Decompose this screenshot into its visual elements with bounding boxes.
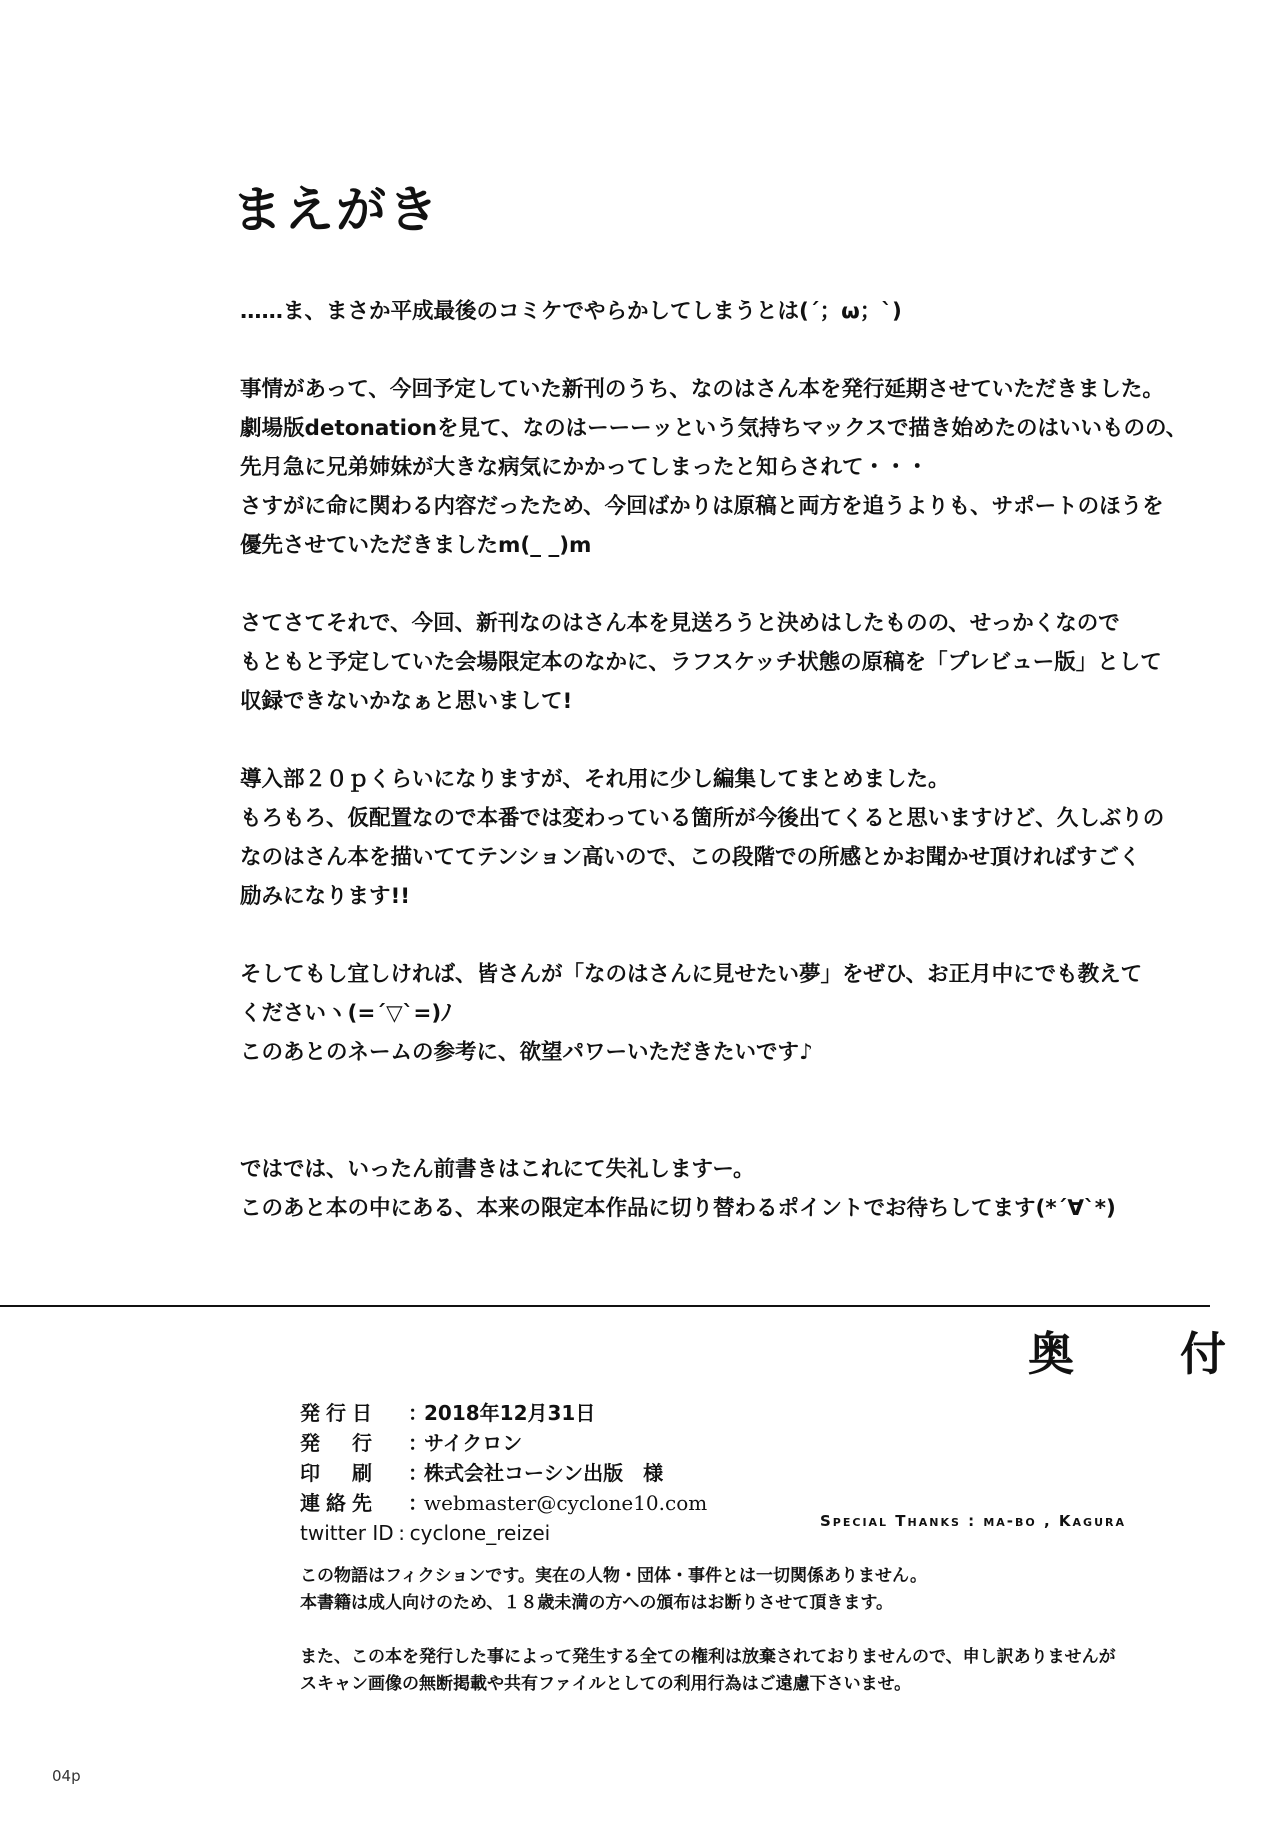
colophon-value: 2018年12月31日 — [424, 1401, 596, 1425]
preface-line: さすがに命に関わる内容だったため、今回ばかりは原稿と両方を追うよりも、サポートのほうを — [240, 494, 1164, 519]
notice-line: この物語はフィクションです。実在の人物・団体・事件とは一切関係ありません。 — [300, 1566, 927, 1586]
colophon-label: 印 刷 — [300, 1461, 378, 1485]
contact-email: webmaster@cyclone10.com — [424, 1491, 708, 1515]
preface-line: ではでは、いったん前書きはこれにて失礼しますー。 — [240, 1157, 755, 1182]
colophon-separator: ： — [408, 1491, 428, 1515]
colophon-row-twitter — [300, 1518, 707, 1548]
preface-line: 劇場版detonationを見て、なのはーーーッという気持ちマックスで描き始めたのはいいものの、 — [240, 416, 1188, 441]
notice-paragraph — [300, 1644, 1116, 1698]
preface-line: もともと予定していた会場限定本のなかに、ラフスケッチ状態の原稿を「プレビュー版」として — [240, 650, 1162, 675]
colophon-row-publisher — [300, 1428, 707, 1458]
notice-line: また、この本を発行した事によって発生する全ての権利は放棄されておりませんので、申し訳ありませんが — [300, 1647, 1116, 1667]
preface-line: さてさてそれで、今回、新刊なのはさん本を見送ろうと決めはしたものの、せっかくなので — [240, 611, 1120, 636]
preface-line: 励みになります!! — [240, 884, 411, 909]
colophon-label: 連絡先 — [300, 1491, 378, 1515]
preface-title: まえがき — [232, 181, 440, 239]
special-thanks: Special Thanks : ma-bo , Kagura — [820, 1512, 1126, 1530]
colophon-row-printer — [300, 1458, 707, 1488]
colophon-row-publish-date — [300, 1398, 707, 1428]
preface-paragraph — [240, 292, 1180, 331]
preface-line: 事情があって、今回予定していた新刊のうち、なのはさん本を発行延期させていただきました。 — [240, 377, 1164, 402]
preface-line: 導入部２０ｐくらいになりますが、それ用に少し編集してまとめました。 — [240, 767, 950, 792]
colophon-details — [300, 1398, 707, 1548]
colophon-heading: 奥 付 — [1028, 1327, 1256, 1381]
preface-line: 優先させていただきましたm(_ _)m — [240, 533, 592, 558]
preface-paragraph — [240, 1150, 1180, 1228]
preface-line: もろもろ、仮配置なので本番では変わっている箇所が今後出てくると思いますけど、久しぶりの — [240, 806, 1165, 831]
preface-line: 収録できないかなぁと思いまして! — [240, 689, 573, 714]
twitter-handle: cyclone_reizei — [409, 1521, 551, 1545]
colophon-label: 発 行 — [300, 1431, 378, 1455]
colophon-row-contact — [300, 1488, 707, 1518]
preface-line: このあとのネームの参考に、欲望パワーいただきたいです♪ — [240, 1040, 813, 1065]
preface-line: このあと本の中にある、本来の限定本作品に切り替わるポイントでお待ちしてます(*´∀`*) — [240, 1196, 1116, 1221]
preface-paragraph — [240, 370, 1188, 565]
page-number: 04p — [52, 1767, 81, 1785]
notice-paragraph — [300, 1563, 1116, 1617]
preface-paragraph — [240, 604, 1180, 721]
preface-line: ……ま、まさか平成最後のコミケでやらかしてしまうとは(´；ω；`) — [240, 299, 902, 324]
colophon-value: サイクロン — [424, 1431, 523, 1455]
preface-paragraph — [240, 760, 1180, 916]
colophon-separator: : — [398, 1521, 405, 1545]
twitter-label: twitter ID — [300, 1521, 394, 1545]
notice-line: 本書籍は成人向けのため、１８歳未満の方への頒布はお断りさせて頂きます。 — [300, 1593, 893, 1613]
legal-notice — [300, 1563, 1116, 1698]
preface-paragraph — [240, 955, 1180, 1072]
preface-line: 先月急に兄弟姉妹が大きな病気にかかってしまったと知らされて・・・ — [240, 455, 929, 480]
colophon-label: 発行日 — [300, 1401, 378, 1425]
colophon-separator: ： — [408, 1461, 428, 1485]
section-divider — [0, 1305, 1210, 1307]
preface-line: なのはさん本を描いててテンション高いので、この段階での所感とかお聞かせ頂ければすごく — [240, 845, 1141, 870]
colophon-value: 株式会社コーシン出版 様 — [424, 1461, 664, 1485]
preface-line: くださいヽ(=´▽`=)ﾉ — [240, 1001, 452, 1026]
notice-line: スキャン画像の無断掲載や共有ファイルとしての利用行為はご遠慮下さいませ。 — [300, 1674, 912, 1694]
preface-line: そしてもし宜しければ、皆さんが「なのはさんに見せたい夢」をぜひ、お正月中にでも教えて — [240, 962, 1143, 987]
colophon-separator: ： — [408, 1401, 428, 1425]
preface-body — [240, 292, 1188, 1267]
colophon-separator: ： — [408, 1431, 428, 1455]
